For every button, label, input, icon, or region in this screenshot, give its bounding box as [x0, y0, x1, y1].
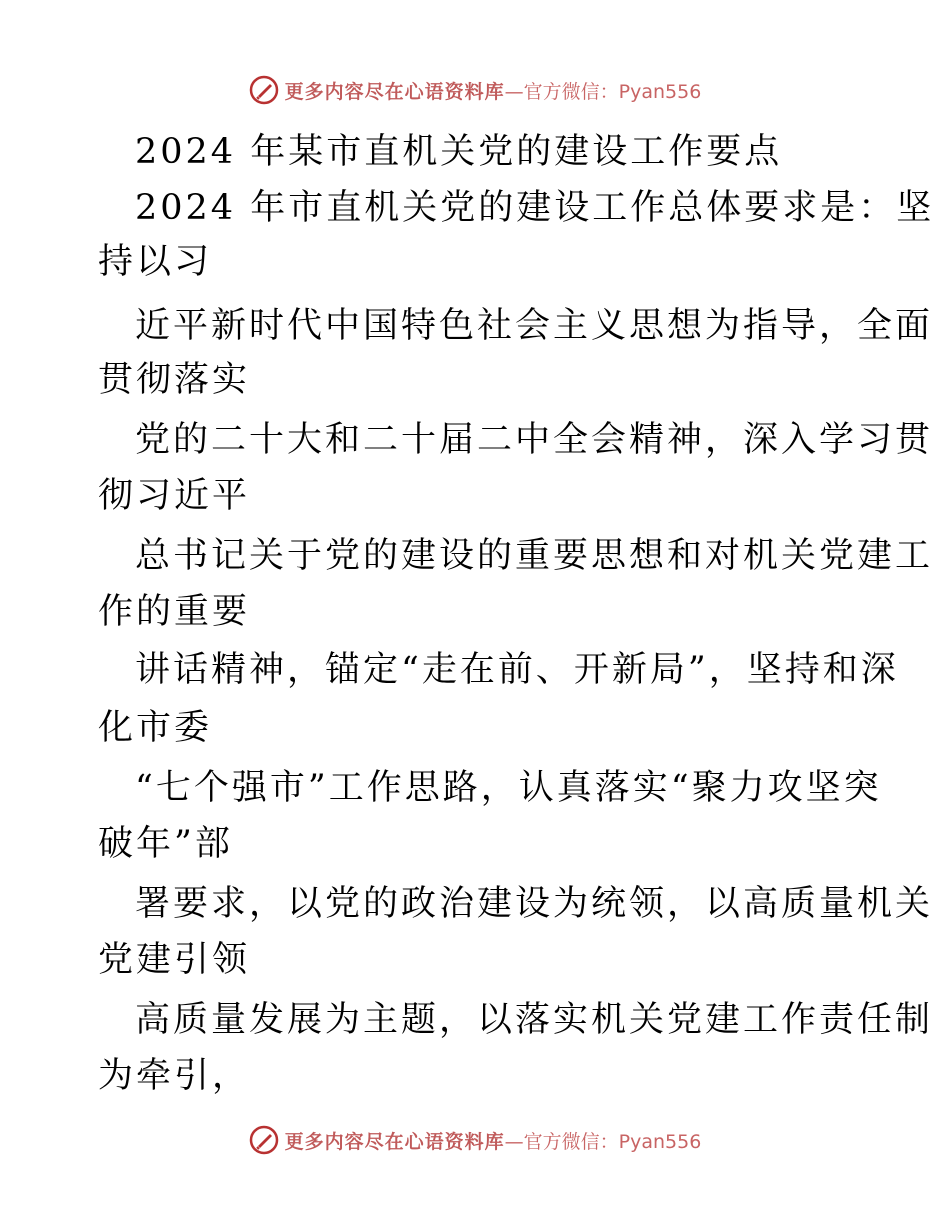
paragraph-line: 破年”部 [98, 824, 233, 864]
paragraph-line: 高质量发展为主题，以落实机关党建工作责任制 [135, 1000, 934, 1040]
paragraph-line: 贯彻落实 [98, 360, 251, 400]
paragraph-line: 彻习近平 [98, 476, 251, 516]
banner-text: 更多内容尽在心语资料库—官方微信：Pyan556 [284, 80, 702, 103]
paragraph-line: 为牵引， [98, 1056, 251, 1096]
quill-logo-icon [249, 1125, 279, 1155]
paragraph-line: 化市委 [98, 708, 213, 748]
quill-logo-icon [249, 75, 279, 105]
paragraph-line: 2024 年市直机关党的建设工作总体要求是：坚 [135, 188, 935, 228]
paragraph-line: 作的重要 [98, 592, 251, 632]
paragraph-line: 署要求，以党的政治建设为统领，以高质量机关 [135, 884, 934, 924]
paragraph-line: 持以习 [98, 242, 213, 282]
paragraph-line: 总书记关于党的建设的重要思想和对机关党建工 [135, 536, 934, 576]
header-banner [0, 70, 950, 110]
document-title: 2024 年某市直机关党的建设工作要点 [135, 132, 783, 172]
paragraph-line: “七个强市”工作思路，认真落实“聚力攻坚突 [135, 768, 882, 808]
paragraph-line: 党的二十大和二十届二中全会精神，深入学习贯 [135, 420, 934, 460]
banner-text: 更多内容尽在心语资料库—官方微信：Pyan556 [284, 1130, 702, 1153]
paragraph-line: 讲话精神，锚定“走在前、开新局”，坚持和深 [135, 650, 899, 690]
footer-banner [0, 1120, 950, 1160]
paragraph-line: 党建引领 [98, 940, 251, 980]
paragraph-line: 近平新时代中国特色社会主义思想为指导，全面 [135, 306, 934, 346]
